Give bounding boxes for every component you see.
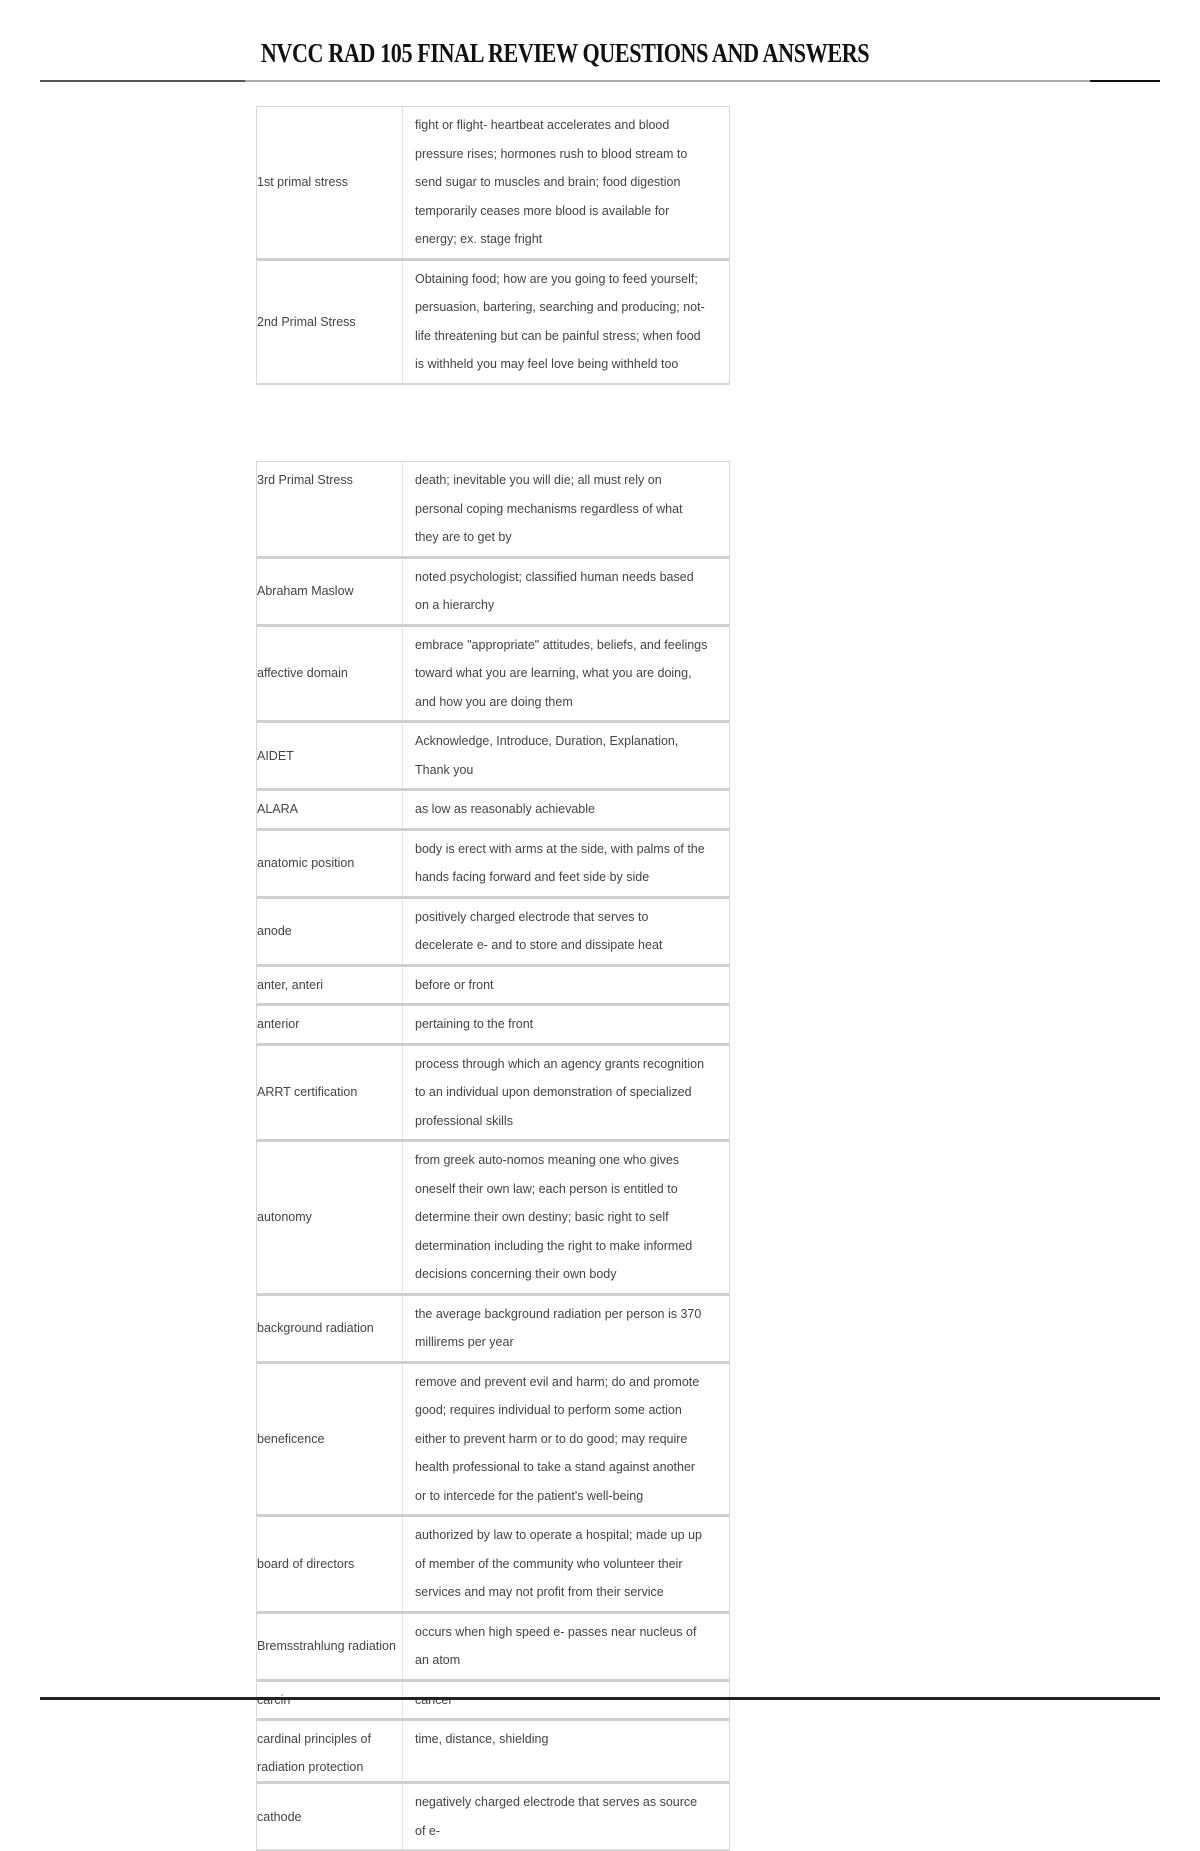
table-row — [257, 899, 729, 967]
table-row — [257, 261, 729, 384]
term-cell: ARRT certification — [257, 1085, 358, 1100]
definition-cell: Obtaining food; how are you going to feed yourself; persuasion, bartering, searching and producing; not-life threatening but can be painful stress; when food is withheld you may feel love being withheld too — [402, 261, 729, 383]
table-row — [257, 1784, 729, 1850]
term-cell: affective domain — [257, 666, 348, 681]
table-row — [257, 1046, 729, 1143]
table-row — [257, 1006, 729, 1046]
term-cell: background radiation — [257, 1321, 374, 1335]
header-divider — [40, 80, 1160, 82]
definition-cell: noted psychologist; classified human needs based on a hierarchy — [402, 559, 729, 624]
definition-cell: negatively charged electrode that serves as source of e- — [402, 1784, 729, 1849]
definition-cell: occurs when high speed e- passes near nucleus of an atom — [402, 1614, 729, 1679]
table-row — [257, 627, 729, 724]
table-row — [257, 1721, 729, 1784]
term-cell: AIDET — [257, 748, 294, 763]
definition-cell: as low as reasonably achievable — [402, 791, 729, 828]
definition-cell: fight or flight- heartbeat accelerates and blood pressure rises; hormones rush to blood stream to send sugar to muscles and brain; food digestion temporarily ceases more blood is available for energy; ex. stage fright — [402, 107, 729, 258]
term-cell: anterior — [257, 1017, 300, 1032]
flashcard-table-1 — [256, 106, 730, 385]
term-cell: anatomic position — [257, 856, 355, 870]
table-row — [257, 559, 729, 627]
definition-cell: Acknowledge, Introduce, Duration, Explanation, Thank you — [402, 723, 729, 788]
table-row — [257, 107, 729, 261]
table-row — [257, 1682, 729, 1722]
term-cell: beneficence — [257, 1431, 325, 1446]
term-cell: Bremsstrahlung radiation — [257, 1639, 396, 1653]
table-row — [257, 723, 729, 791]
definition-cell: pertaining to the front — [402, 1006, 729, 1043]
table-row — [257, 1296, 729, 1364]
definition-cell: before or front — [402, 967, 729, 1004]
definition-cell: positively charged electrode that serves to decelerate e- and to store and dissipate heat — [402, 899, 729, 964]
definition-cell: from greek auto-nomos meaning one who gives oneself their own law; each person is entitled to determine their own destiny; basic right to self determination including the right to make informed decisions concerning their own body — [402, 1142, 729, 1293]
definition-cell: the average background radiation per person is 370 millirems per year — [402, 1296, 729, 1361]
flashcard-table-2 — [256, 461, 730, 1851]
term-cell: 1st primal stress — [257, 175, 348, 190]
term-cell: 2nd Primal Stress — [257, 314, 356, 329]
definition-cell: time, distance, shielding — [402, 1721, 729, 1781]
table-row — [257, 1364, 729, 1518]
term-cell: cardinal principles of radiation protection — [257, 1732, 371, 1774]
definition-cell: death; inevitable you will die; all must rely on personal coping mechanisms regardless of what they are to get by — [402, 462, 729, 556]
definition-cell: process through which an agency grants recognition to an individual upon demonstration of specialized professional skills — [402, 1046, 729, 1140]
definition-cell: authorized by law to operate a hospital; made up up of member of the community who volunteer their services and may not profit from their service — [402, 1517, 729, 1611]
page-title: NVCC RAD 105 FINAL REVIEW QUESTIONS AND ANSWERS — [260, 38, 870, 68]
term-cell: Abraham Maslow — [257, 584, 354, 598]
term-cell: anter, anteri — [257, 977, 324, 992]
table-row — [257, 967, 729, 1007]
term-cell: anode — [257, 924, 292, 938]
table-row — [257, 791, 729, 831]
table-row — [257, 1517, 729, 1614]
term-cell: board of directors — [257, 1556, 355, 1571]
term-cell: autonomy — [257, 1210, 312, 1225]
table-row — [257, 831, 729, 899]
definition-cell: embrace "appropriate" attitudes, beliefs, and feelings toward what you are learning, what you are doing, and how you are doing them — [402, 627, 729, 721]
term-cell: ALARA — [257, 802, 298, 817]
term-cell: 3rd Primal Stress — [257, 473, 353, 487]
term-cell: cathode — [257, 1809, 302, 1824]
definition-cell: remove and prevent evil and harm; do and promote good; requires individual to perform some action either to prevent harm or to do good; may require health professional to take a stand against another or to intercede for the patient's well-being — [402, 1364, 729, 1515]
definition-cell: body is erect with arms at the side, with palms of the hands facing forward and feet side by side — [402, 831, 729, 896]
table-row — [257, 1142, 729, 1296]
table-row — [257, 1614, 729, 1682]
table-row — [257, 462, 729, 559]
